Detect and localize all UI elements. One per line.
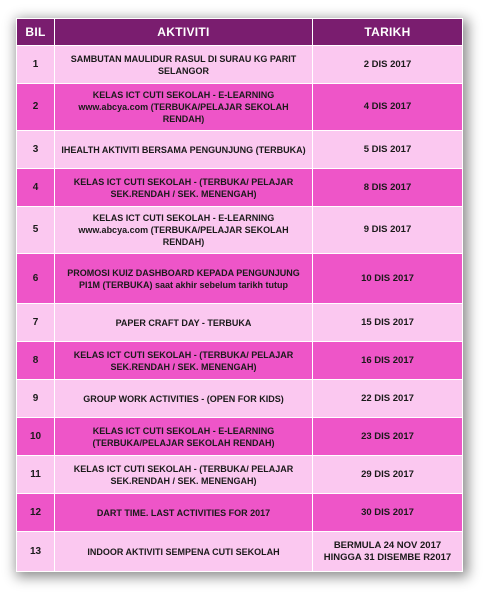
row-date: 23 DIS 2017 [313, 418, 463, 456]
row-number: 9 [17, 380, 55, 418]
row-activity: PROMOSI KUIZ DASHBOARD KEPADA PENGUNJUNG PI1M (TERBUKA) saat akhir sebelum tarikh tutup [55, 254, 313, 304]
row-number: 1 [17, 46, 55, 84]
table-row [17, 532, 463, 572]
row-number: 8 [17, 342, 55, 380]
header-aktiviti: AKTIVITI [55, 19, 313, 46]
row-date: 8 DIS 2017 [313, 169, 463, 207]
table-row [17, 304, 463, 342]
row-number: 5 [17, 207, 55, 254]
row-number: 4 [17, 169, 55, 207]
row-date: 9 DIS 2017 [313, 207, 463, 254]
row-date: 16 DIS 2017 [313, 342, 463, 380]
activity-table [16, 18, 463, 572]
table-row [17, 131, 463, 169]
row-activity: SAMBUTAN MAULIDUR RASUL DI SURAU KG PARIT SELANGOR [55, 46, 313, 84]
row-number: 6 [17, 254, 55, 304]
table-row [17, 342, 463, 380]
table-row [17, 380, 463, 418]
table-row [17, 456, 463, 494]
row-activity: KELAS ICT CUTI SEKOLAH - E-LEARNING www.abcya.com (TERBUKA/PELAJAR SEKOLAH RENDAH) [55, 84, 313, 131]
row-activity: KELAS ICT CUTI SEKOLAH - (TERBUKA/ PELAJAR SEK.RENDAH / SEK. MENENGAH) [55, 456, 313, 494]
row-date: 4 DIS 2017 [313, 84, 463, 131]
row-number: 3 [17, 131, 55, 169]
row-activity: GROUP WORK ACTIVITIES - (OPEN FOR KIDS) [55, 380, 313, 418]
table-row [17, 418, 463, 456]
row-activity: KELAS ICT CUTI SEKOLAH - E-LEARNING (TERBUKA/PELAJAR SEKOLAH RENDAH) [55, 418, 313, 456]
table-row [17, 207, 463, 254]
header-bil: BIL [17, 19, 55, 46]
table-header-row [17, 19, 463, 46]
row-number: 12 [17, 494, 55, 532]
row-date: 5 DIS 2017 [313, 131, 463, 169]
activity-table-frame [16, 18, 462, 570]
table-row [17, 254, 463, 304]
row-date: 22 DIS 2017 [313, 380, 463, 418]
row-number: 2 [17, 84, 55, 131]
row-date: 30 DIS 2017 [313, 494, 463, 532]
row-activity: KELAS ICT CUTI SEKOLAH - (TERBUKA/ PELAJAR SEK.RENDAH / SEK. MENENGAH) [55, 342, 313, 380]
row-number: 11 [17, 456, 55, 494]
table-row [17, 494, 463, 532]
row-activity: IHEALTH AKTIVITI BERSAMA PENGUNJUNG (TERBUKA) [55, 131, 313, 169]
row-activity: KELAS ICT CUTI SEKOLAH - (TERBUKA/ PELAJAR SEK.RENDAH / SEK. MENENGAH) [55, 169, 313, 207]
row-number: 13 [17, 532, 55, 572]
row-number: 10 [17, 418, 55, 456]
row-date: BERMULA 24 NOV 2017 HINGGA 31 DISEMBE R2017 [313, 532, 463, 572]
table-row [17, 46, 463, 84]
row-date: 2 DIS 2017 [313, 46, 463, 84]
table-row [17, 169, 463, 207]
row-activity: INDOOR AKTIVITI SEMPENA CUTI SEKOLAH [55, 532, 313, 572]
row-activity: KELAS ICT CUTI SEKOLAH - E-LEARNING www.abcya.com (TERBUKA/PELAJAR SEKOLAH RENDAH) [55, 207, 313, 254]
row-activity: DART TIME. LAST ACTIVITIES FOR 2017 [55, 494, 313, 532]
row-date: 15 DIS 2017 [313, 304, 463, 342]
row-activity: PAPER CRAFT DAY - TERBUKA [55, 304, 313, 342]
row-date: 10 DIS 2017 [313, 254, 463, 304]
row-date: 29 DIS 2017 [313, 456, 463, 494]
header-tarikh: TARIKH [313, 19, 463, 46]
table-row [17, 84, 463, 131]
row-number: 7 [17, 304, 55, 342]
